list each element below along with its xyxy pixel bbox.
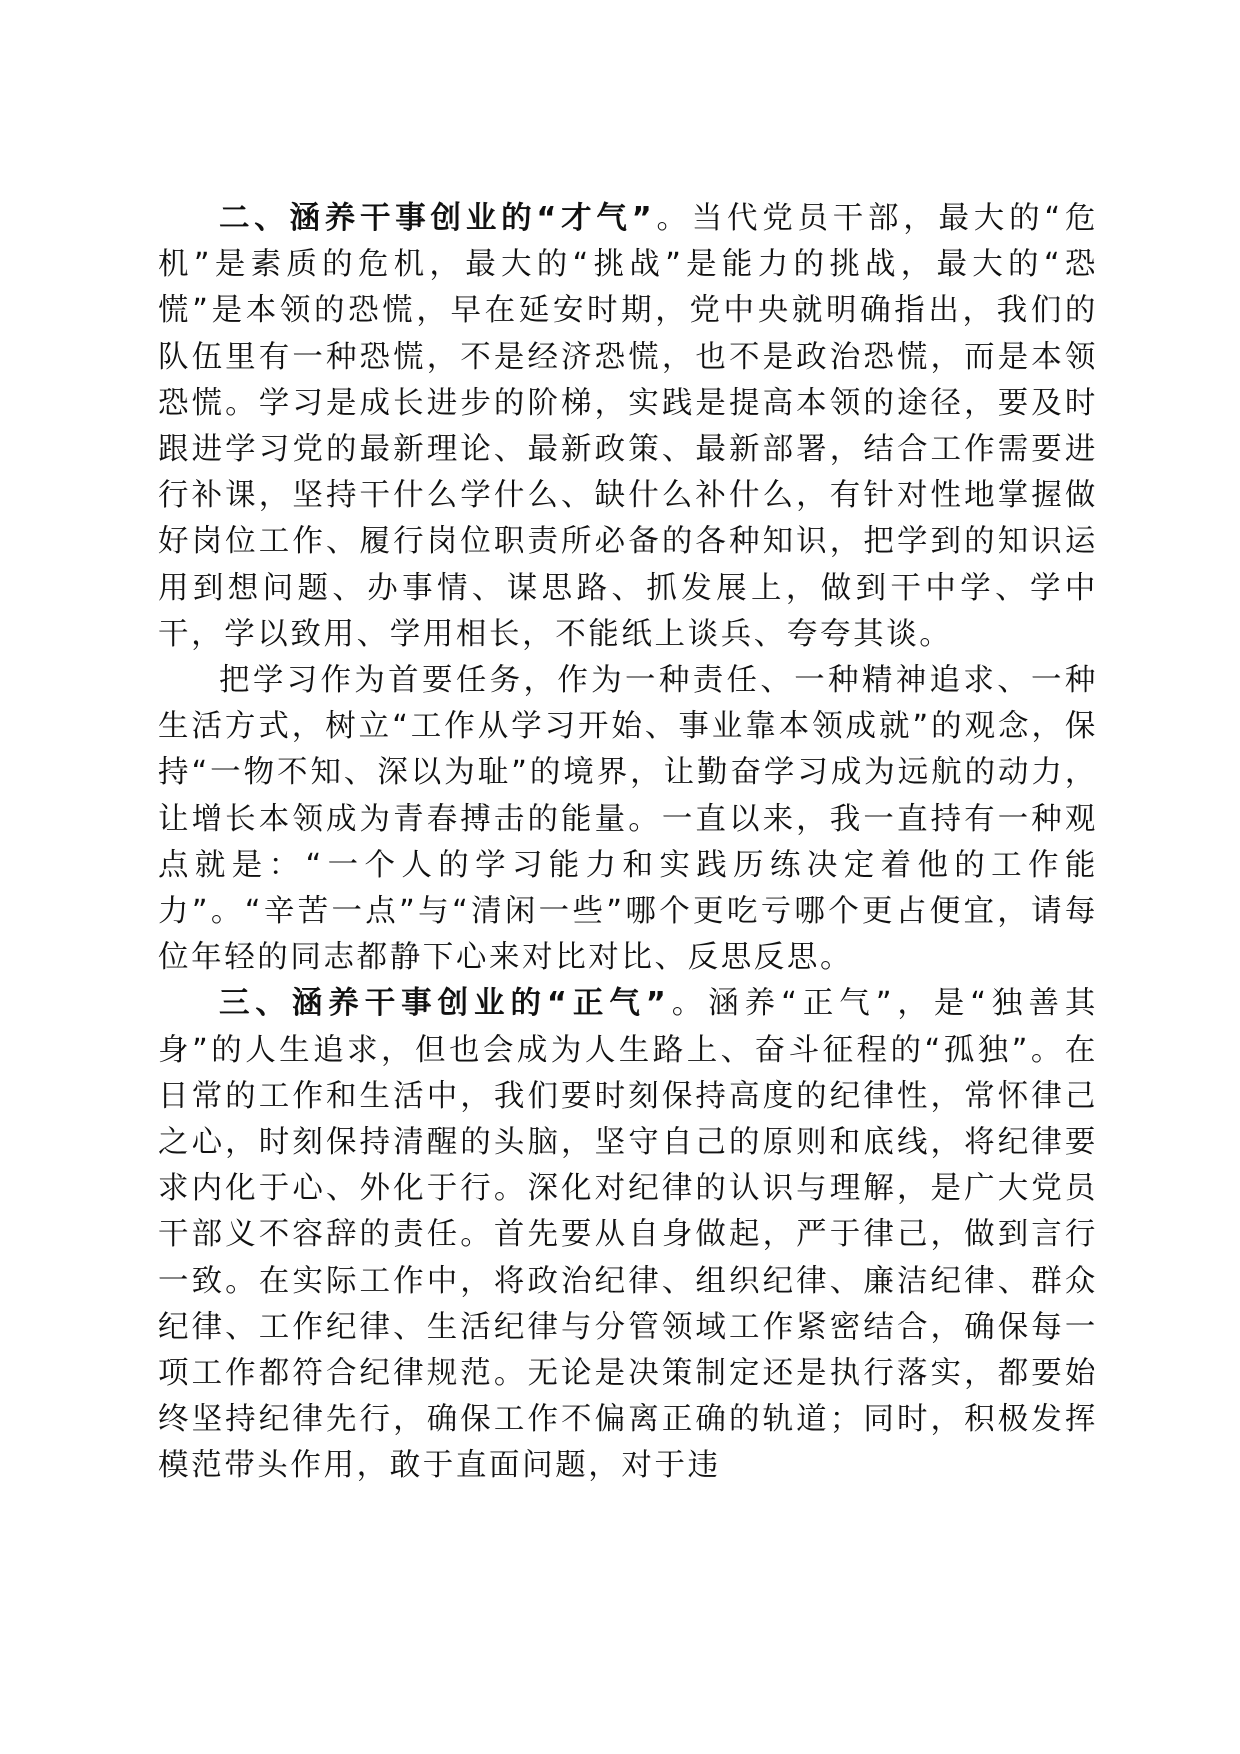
section-heading-integrity: 三、涵养干事创业的“正气” — [219, 986, 669, 1022]
document-body — [158, 196, 1098, 1490]
paragraph-integrity — [158, 981, 1098, 1489]
paragraph-study — [158, 658, 1098, 981]
paragraph-text: 把学习作为首要任务，作为一种责任、一种精神追求、一种生活方式，树立“工作从学习开始、事业靠本领成就”的观念，保持“一物不知、深以为耻”的境界，让勤奋学习成为远航的动力，让增长本领成为青春搏击的能量。一直以来，我一直持有一种观点就是：“一个人的学习能力和实践历练决定着他的工作能力”。“辛苦一点”与“清闲一些”哪个更吃亏哪个更占便宜，请每位年轻的同志都静下心来对比对比、反思反思。 — [158, 663, 1098, 976]
paragraph-text: 。涵养“正气”，是“独善其身”的人生追求，但也会成为人生路上、奋斗征程的“孤独”。在日常的工作和生活中，我们要时刻保持高度的纪律性，常怀律己之心，时刻保持清醒的头脑，坚守自己的原则和底线，将纪律要求内化于心、外化于行。深化对纪律的认识与理解，是广大党员干部义不容辞的责任。首先要从自身做起，严于律己，做到言行一致。在实际工作中，将政治纪律、组织纪律、廉洁纪律、群众纪律、工作纪律、生活纪律与分管领域工作紧密结合，确保每一项工作都符合纪律规范。无论是决策制定还是执行落实，都要始终坚持纪律先行，确保工作不偏离正确的轨道；同时，积极发挥模范带头作用，敢于直面问题，对于违 — [158, 986, 1099, 1484]
paragraph-text: 。当代党员干部，最大的“危机”是素质的危机，最大的“挑战”是能力的挑战，最大的“恐慌”是本领的恐慌，早在延安时期，党中央就明确指出，我们的队伍里有一种恐慌，不是经济恐慌，也不是政治恐慌，而是本领恐慌。学习是成长进步的阶梯，实践是提高本领的途径，要及时跟进学习党的最新理论、最新政策、最新部署，结合工作需要进行补课，坚持干什么学什么、缺什么补什么，有针对性地掌握做好岗位工作、履行岗位职责所必备的各种知识，把学到的知识运用到想问题、办事情、谋思路、抓发展上，做到干中学、学中干，学以致用、学用相长，不能纸上谈兵、夸夸其谈。 — [158, 201, 1098, 652]
paragraph-talent — [158, 196, 1098, 658]
section-heading-talent: 二、涵养干事创业的“才气” — [219, 201, 655, 236]
